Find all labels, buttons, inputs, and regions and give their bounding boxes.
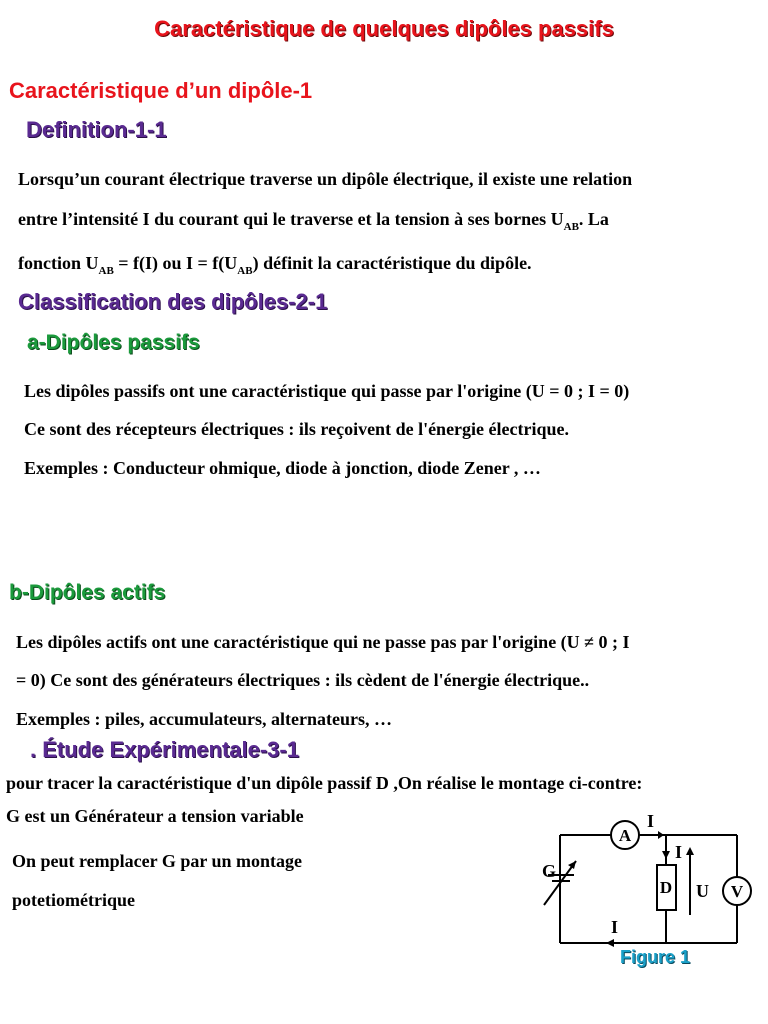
voltmeter-symbol [723, 877, 751, 905]
passive-line-2: Ce sont des récepteurs électriques : ils reçoivent de l'énergie électrique. [24, 419, 570, 439]
current-label-branch: I [675, 842, 683, 862]
ammeter-symbol [611, 821, 639, 849]
definition-heading: Definition-1-1 [26, 117, 167, 142]
current-arrow-top [658, 831, 664, 839]
passive-dipoles-heading: a-Dipôles passifs [27, 331, 200, 354]
experimental-line-3: On peut remplacer G par un montage [12, 851, 303, 871]
experimental-line-2: G est un Générateur a tension variable [6, 806, 304, 826]
generator-label: G [542, 861, 557, 881]
figure-caption: Figure 1 [620, 947, 691, 967]
dipole-symbol [657, 865, 676, 910]
section-heading-characteristic: Caractéristique d’un dipôle-1 [9, 78, 313, 103]
definition-line-3: fonction $U_{AB} = f(I)$ ou $I = f(U_{AB})$ définit la caractéristique du dipôle. [18, 253, 532, 277]
experimental-heading: . Étude Expérimentale-3-1 [30, 737, 299, 762]
current-arrow-branch [662, 851, 670, 859]
voltage-label: U [696, 881, 709, 901]
current-label-bottom: I [611, 917, 619, 937]
definition-line-2: entre l’intensité I du courant qui le traverse et la tension à ses bornes $U_{AB}$. La [18, 209, 609, 233]
active-line-1: Les dipôles actifs ont une caractéristique qui ne passe pas par l'origine (U ≠ 0 ; I [16, 632, 630, 652]
page-title: Caractéristique de quelques dipôles passifs [154, 16, 614, 41]
dipole-label: D [659, 878, 673, 897]
definition-line-1: Lorsqu’un courant électrique traverse un dipôle électrique, il existe une relation [18, 169, 633, 189]
current-arrow-bottom [606, 939, 614, 947]
passive-line-1: Les dipôles passifs ont une caractéristique qui passe par l'origine (U = 0 ; I = 0) [24, 381, 630, 401]
ammeter-label: A [618, 826, 632, 845]
classification-heading: Classification des dipôles-2-1 [18, 289, 328, 314]
voltmeter-label: V [730, 882, 744, 901]
experimental-line-4: potetiométrique [12, 890, 135, 910]
circuit-diagram [530, 805, 765, 955]
experimental-line-1: pour tracer la caractéristique d'un dipôle passif D ,On réalise le montage ci-contre: [6, 773, 643, 793]
passive-line-3: Exemples : Conducteur ohmique, diode à jonction, diode Zener , … [24, 458, 541, 478]
active-line-2: = 0) Ce sont des générateurs électriques : ils cèdent de l'énergie électrique.. [16, 670, 590, 690]
voltage-arrow [686, 847, 694, 915]
circuit-wires [560, 835, 737, 943]
active-line-3: Exemples : piles, accumulateurs, alternateurs, … [16, 709, 392, 729]
current-label-top: I [647, 811, 655, 831]
active-dipoles-heading: b-Dipôles actifs [9, 581, 166, 604]
